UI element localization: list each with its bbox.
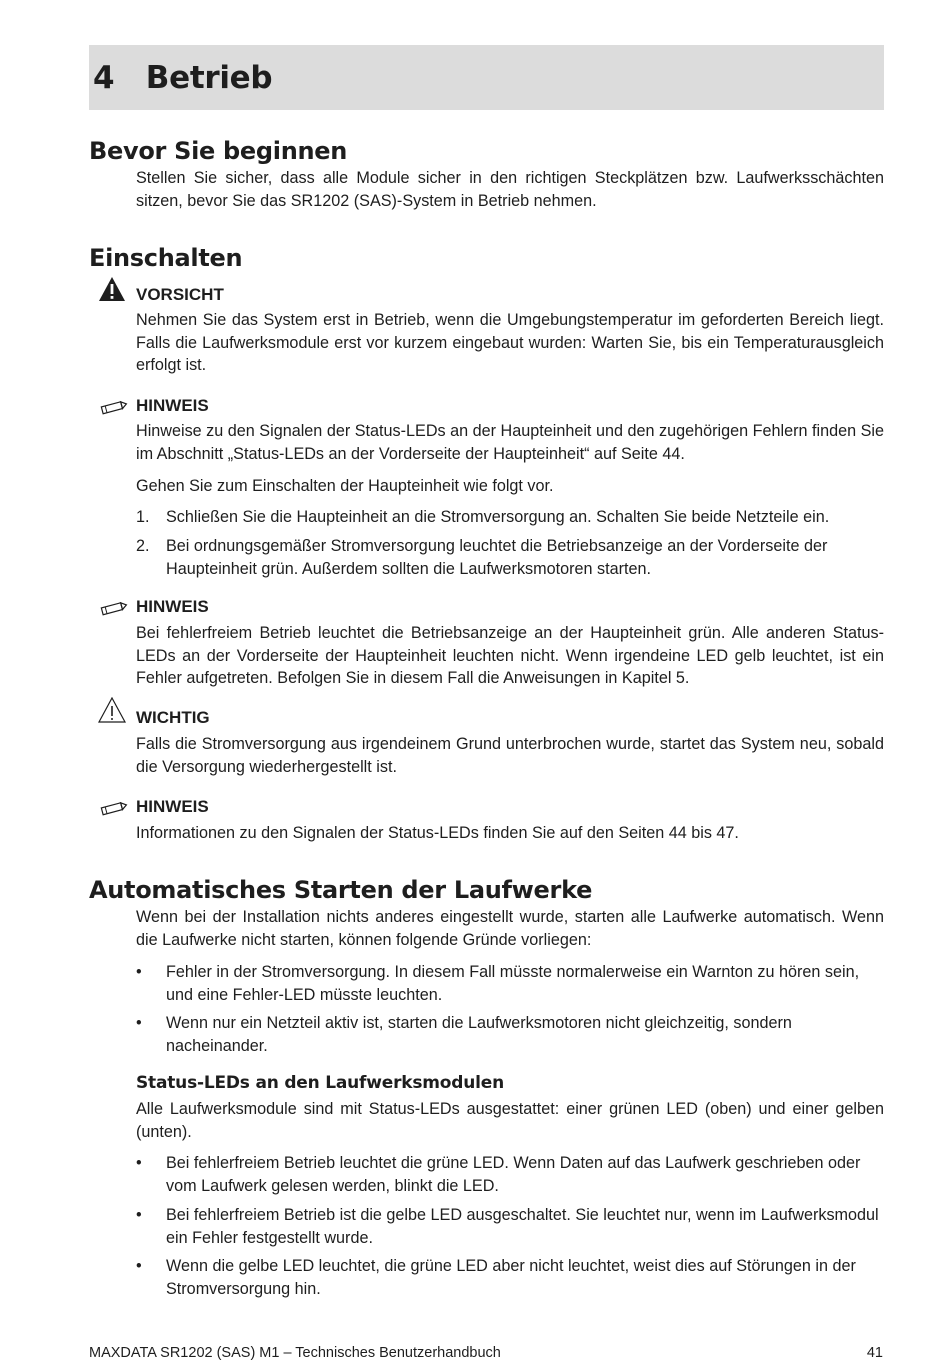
before-text: Stellen Sie sicher, dass alle Module sicher in den richtigen Steckplätzen bzw. Laufwerksschächten sitzen, bevor Sie das SR1202 (SAS)-System in Betrieb nehmen.	[136, 169, 884, 210]
step-number: 1.	[136, 508, 150, 526]
bullet-text: Wenn die gelbe LED leuchtet, die grüne LED aber nicht leuchtet, weist dies auf Störungen in der Stromversorgung hin.	[166, 1257, 856, 1298]
bullet-text: Wenn nur ein Netzteil aktiv ist, starten die Laufwerksmotoren nicht gleichzeitig, sondern nacheinander.	[166, 1014, 792, 1055]
note-label-2: HINWEIS	[136, 597, 209, 616]
section-heading-power-on: Einschalten	[89, 244, 243, 272]
pencil-icon	[98, 596, 128, 622]
bullet-marker: •	[136, 1206, 142, 1224]
note-label-1: HINWEIS	[136, 396, 209, 415]
step-number: 2.	[136, 537, 150, 555]
bullet-text: Fehler in der Stromversorgung. In diesem Fall müsste normalerweise ein Warnton zu hören sein, und eine Fehler-LED müsste leuchten.	[166, 963, 860, 1004]
bullet-marker: •	[136, 963, 142, 981]
caution-text: Nehmen Sie das System erst in Betrieb, wenn die Umgebungstemperatur im geforderten Bereich liegt. Falls die Laufwerksmodule erst vor kurzem eingebaut wurden: Warten Sie, bis ein Temperaturausgleich erfolgt ist.	[136, 311, 884, 374]
power-on-intro: Gehen Sie zum Einschalten der Haupteinheit wie folgt vor.	[136, 477, 554, 495]
important-text: Falls die Stromversorgung aus irgendeinem Grund unterbrochen wurde, startet das System neu, sobald die Versorgung wiederhergestellt ist.	[136, 735, 884, 776]
chapter-title	[93, 60, 272, 96]
page-number: 41	[866, 1345, 883, 1361]
footer-title: MAXDATA SR1202 (SAS) M1 – Technisches Benutzerhandbuch	[89, 1345, 501, 1361]
section-heading-before: Bevor Sie beginnen	[89, 137, 348, 165]
pencil-icon	[98, 395, 128, 421]
step-text: Bei ordnungsgemäßer Stromversorgung leuchtet die Betriebsanzeige an der Vorderseite der Haupteinheit grün. Außerdem sollten die Laufwerksmotoren starten.	[166, 537, 828, 578]
subsection-heading-drive-leds: Status-LEDs an den Laufwerksmodulen	[136, 1073, 505, 1093]
section-heading-autostart: Automatisches Starten der Laufwerke	[89, 876, 593, 904]
note-text-1: Hinweise zu den Signalen der Status-LEDs an der Haupteinheit und den zugehörigen Fehlern finden Sie im Abschnitt „Status-LEDs an der Vorderseite der Haupteinheit“ auf Seite 44.	[136, 422, 884, 463]
bullet-marker: •	[136, 1257, 142, 1275]
step-text: Schließen Sie die Haupteinheit an die Stromversorgung an. Schalten Sie beide Netzteile ein.	[166, 508, 830, 526]
chapter-number: 4	[93, 60, 115, 96]
bullet-text: Bei fehlerfreiem Betrieb leuchtet die grüne LED. Wenn Daten auf das Laufwerk geschrieben oder vom Laufwerk gelesen werden, blinkt die LED.	[166, 1154, 861, 1195]
pencil-icon	[98, 796, 128, 822]
warning-outline-triangle-icon	[98, 697, 128, 723]
note-text-3: Informationen zu den Signalen der Status-LEDs finden Sie auf den Seiten 44 bis 47.	[136, 824, 739, 842]
note-text-2: Bei fehlerfreiem Betrieb leuchtet die Betriebsanzeige an der Haupteinheit grün. Alle anderen Status-LEDs an der Vorderseite der Haupteinheit leuchten nicht. Wenn irgendeine LED gelb leuchtet, ist ein Fehler aufgetreten. Befolgen Sie in diesem Fall die Anweisungen in Kapitel 5.	[136, 624, 884, 687]
autostart-text: Wenn bei der Installation nichts anderes eingestellt wurde, starten alle Laufwerke automatisch. Wenn die Laufwerke nicht starten, können folgende Gründe vorliegen:	[136, 908, 884, 949]
bullet-marker: •	[136, 1154, 142, 1172]
warning-filled-triangle-icon	[98, 276, 128, 302]
caution-label: VORSICHT	[136, 285, 224, 304]
drive-leds-text: Alle Laufwerksmodule sind mit Status-LEDs ausgestattet: einer grünen LED (oben) und einer gelben (unten).	[136, 1100, 884, 1141]
important-label: WICHTIG	[136, 708, 210, 727]
chapter-name: Betrieb	[145, 60, 273, 96]
note-label-3: HINWEIS	[136, 797, 209, 816]
bullet-text: Bei fehlerfreiem Betrieb ist die gelbe LED ausgeschaltet. Sie leuchtet nur, wenn im Laufwerksmodul ein Fehler festgestellt wurde.	[166, 1206, 879, 1247]
bullet-marker: •	[136, 1014, 142, 1032]
